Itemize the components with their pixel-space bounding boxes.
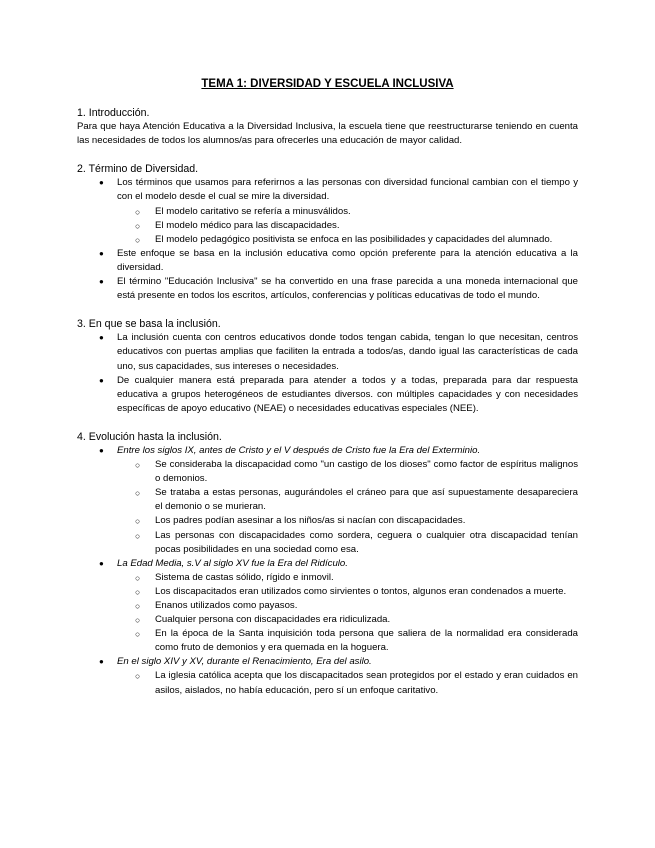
list-item: ● La inclusión cuenta con centros educativos donde todos tengan cabida, tengan lo que necesitan, centros educativos con puertas amplias que faciliten la entrada a todos/as, dando igual las características de cada uno, sus capacidades, sus intereses o necesidades. bbox=[77, 331, 578, 373]
sub-list-item: ○ Los discapacitados eran utilizados como sirvientes o tontos, algunos eran condenados a muerte. bbox=[117, 585, 578, 599]
document-title: TEMA 1: DIVERSIDAD Y ESCUELA INCLUSIVA bbox=[201, 78, 454, 90]
list-item: ● El término "Educación Inclusiva" se ha convertido en una frase parecida a una moneda internacional que está presente en todos los escritos, artículos, conferencias y políticas educativas de todo el mundo. bbox=[77, 275, 578, 303]
bullet-list bbox=[77, 444, 578, 698]
section-heading-inclusion: 3. En que se basa la inclusión. bbox=[77, 318, 221, 331]
list-item-text: Los términos que usamos para referirnos a las personas con diversidad funcional cambian con el tiempo y con el modelo desde el cual se mire la diversidad. bbox=[117, 177, 578, 203]
list-item bbox=[77, 655, 578, 697]
sub-list-item: ○ El modelo médico para las discapacidades. bbox=[117, 219, 578, 233]
sub-list bbox=[117, 458, 578, 557]
sub-list-item: ○ La iglesia católica acepta que los discapacitados sean protegidos por el estado y eran cuidados en asilos, aislados, no había educación, pero sí un enfoque caritativo. bbox=[117, 669, 578, 697]
sub-list-item: ○ Las personas con discapacidades como sordera, ceguera o cualquier otra discapacidad tenían pocas posibilidades en una sociedad como esa. bbox=[117, 529, 578, 557]
sub-list bbox=[117, 205, 578, 247]
section-paragraph-introduccion: Para que haya Atención Educativa a la Diversidad Inclusiva, la escuela tiene que reestructurarse teniendo en cuenta las necesidades de todos los alumnos/as para ofrecerles una educación de mayor calidad. bbox=[77, 121, 578, 147]
bullet-list bbox=[77, 176, 578, 303]
section-heading-diversidad: 2. Término de Diversidad. bbox=[77, 163, 199, 176]
list-item-text: Entre los siglos IX, antes de Cristo y el V después de Cristo fue la Era del Exterminio. bbox=[117, 444, 481, 456]
sub-list-item: ○ Sistema de castas sólido, rígido e inmovil. bbox=[117, 571, 578, 585]
section-heading-introduccion: 1. Introducción. bbox=[77, 107, 150, 119]
sub-list-item: ○ Cualquier persona con discapacidades era ridiculizada. bbox=[117, 613, 578, 627]
sub-list-item: ○ El modelo caritativo se refería a minusválidos. bbox=[117, 205, 578, 219]
document-body bbox=[77, 106, 578, 698]
list-item-text: En el siglo XIV y XV, durante el Renacimiento, Era del asilo. bbox=[117, 656, 372, 668]
sub-list-item: ○ Se trataba a estas personas, augurándoles el cráneo para que así supuestamente desapareciera el demonio o se murieran. bbox=[117, 486, 578, 514]
sub-list-item: ○ En la época de la Santa inquisición toda persona que saliera de la normalidad era considerada como fruto de demonios y era quemada en la hoguera. bbox=[117, 627, 578, 655]
list-item: ● Este enfoque se basa en la inclusión educativa como opción preferente para la atención educativa a la diversidad. bbox=[77, 247, 578, 275]
list-item: ● De cualquier manera está preparada para atender a todos y a todas, preparada para dar respuesta educativa a grupos heterogéneos de estudiantes diversos. con múltiples capacidades y con necesidades específicas de apoyo educativo (NEAE) o necesidades educativas especiales (NEE). bbox=[77, 374, 578, 416]
list-item bbox=[77, 444, 578, 557]
bullet-list bbox=[77, 331, 578, 416]
sub-list bbox=[117, 571, 578, 656]
sub-list-item: ○ Enanos utilizados como payasos. bbox=[117, 599, 578, 613]
sub-list-item: ○ El modelo pedagógico positivista se enfoca en las posibilidades y capacidades del alumnado. bbox=[117, 233, 578, 247]
sub-list-item: ○ Se consideraba la discapacidad como "un castigo de los dioses" como factor de espíritus malignos o demonios. bbox=[117, 458, 578, 486]
sub-list-item: ○ Los padres podían asesinar a los niños/as si nacían con discapacidades. bbox=[117, 514, 578, 528]
sub-list bbox=[117, 669, 578, 697]
section-heading-evolucion: 4. Evolución hasta la inclusión. bbox=[77, 430, 222, 443]
list-item bbox=[77, 557, 578, 656]
list-item bbox=[77, 176, 578, 246]
list-item-text: La Edad Media, s.V al siglo XV fue la Era del Ridículo. bbox=[117, 557, 348, 569]
